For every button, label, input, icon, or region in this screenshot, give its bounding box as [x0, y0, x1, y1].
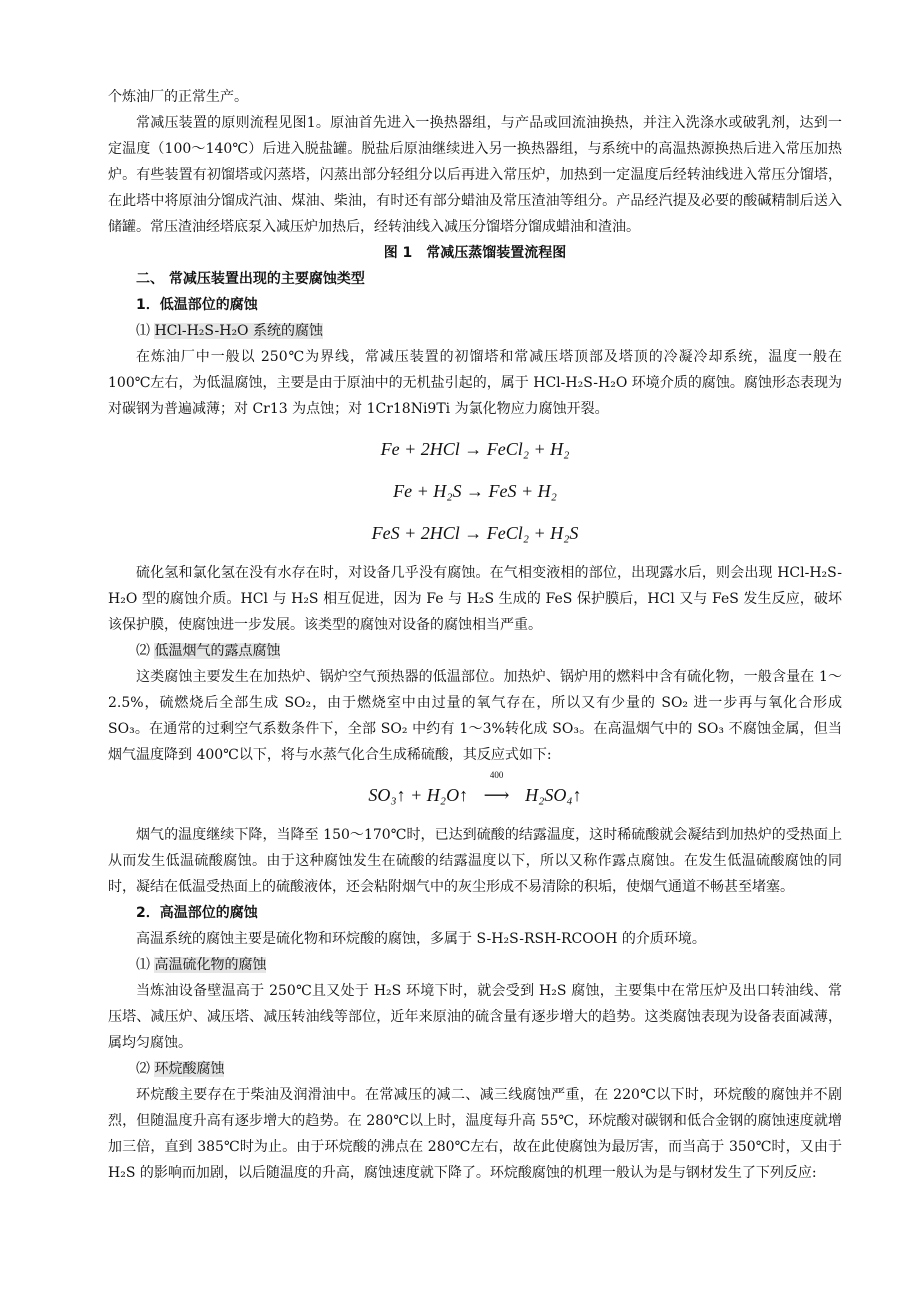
- equation: [108, 770, 842, 810]
- paragraph: 硫化氢和氯化氢在没有水存在时，对设备几乎没有腐蚀。在气相变液相的部位，出现露水后，则会出现 HCl-H₂S-H₂O 型的腐蚀介质。HCl 与 H₂S 相互促进，因为 Fe 与 H₂S 生成的 FeS 保护膜后，HCl 又与 FeS 发生反应，破坏该保护膜，使腐蚀进一步发展。该类型的腐蚀对设备的腐蚀相当严重。: [108, 565, 842, 633]
- paragraph: 这类腐蚀主要发生在加热炉、锅炉空气预热器的低温部位。加热炉、锅炉用的燃料中含有硫化物，一般含量在 1～2.5%，硫燃烧后全部生成 SO₂，由于燃烧室中由过量的氧气存在，所以又有少量的 SO₂ 进一步再与氧化合形成 SO₃。在通常的过剩空气系数条件下，全部 SO₂ 中约有 1～3%转化成 SO₃。在高温烟气中的 SO₃ 不腐蚀金属，但当烟气温度降到 400℃以下，将与水蒸气化合生成稀硫酸，其反应式如下:: [108, 669, 842, 763]
- item-title: 环烷酸腐蚀: [154, 1061, 225, 1077]
- section-heading: 二、 常减压装置出现的主要腐蚀类型: [136, 271, 365, 287]
- equation: FeS + 2HCl → FeCl₂ + H₂S: [371, 523, 579, 543]
- equation: Fe + 2HCl → FeCl₂ + H₂: [380, 439, 570, 459]
- item-title: HCl-H₂S-H₂O 系统的腐蚀: [154, 323, 323, 339]
- paragraph: 环烷酸主要存在于柴油及润滑油中。在常减压的减二、减三线腐蚀严重，在 220℃以下时，环烷酸的腐蚀并不剧烈，但随温度升高有逐步增大的趋势。在 280℃以上时，温度每升高 55℃，环烷酸对碳钢和低合金钢的腐蚀速度就增加三倍，直到 385℃时为止。由于环烷酸的沸点在 280℃左右，故在此使腐蚀为最厉害，而当高于 350℃时，又由于 H₂S 的影响而加剧，以后随温度的升高，腐蚀速度就下降了。环烷酸腐蚀的机理一般认为是与钢材发生了下列反应:: [108, 1087, 842, 1181]
- paragraph: 当炼油设备壁温高于 250℃且又处于 H₂S 环境下时，就会受到 H₂S 腐蚀，主要集中在常压炉及出口转油线、常压塔、减压炉、减压塔、减压转油线等部位，近年来原油的硫含量有逐步增大的趋势。这类腐蚀表现为设备表面减薄，属均匀腐蚀。: [108, 983, 842, 1051]
- item-heading: [108, 1056, 842, 1082]
- item-number: ⑴: [136, 323, 150, 339]
- item-title: 高温硫化物的腐蚀: [154, 957, 267, 973]
- figure-caption: 图 1 常减压蒸馏装置流程图: [383, 245, 567, 261]
- reaction-condition: 400: [489, 770, 504, 780]
- item-number: ⑵: [136, 1061, 150, 1077]
- paragraph: 常减压装置的原则流程见图1。原油首先进入一换热器组，与产品或回流油换热，并注入洗涤水或破乳剂，达到一定温度（100～140℃）后进入脱盐罐。脱盐后原油继续进入另一换热器组，与系统中的高温热源换热后进入常压加热炉。有些装置有初馏塔或闪蒸塔，闪蒸出部分轻组分以后再进入常压炉，加热到一定温度后经转油线进入常压分馏塔，在此塔中将原油分馏成汽油、煤油、柴油，有时还有部分蜡油及常压渣油等组分。产品经汽提及必要的酸碱精制后送入储罐。常压渣油经塔底泵入减压炉加热后，经转油线入减压分馏塔分馏成蜡油和渣油。: [108, 115, 842, 235]
- paragraph: 高温系统的腐蚀主要是硫化物和环烷酸的腐蚀，多属于 S-H₂S-RSH-RCOOH 的介质环境。: [136, 931, 706, 947]
- item-heading: [108, 318, 842, 344]
- item-heading: [108, 952, 842, 978]
- item-title: 低温烟气的露点腐蚀: [154, 643, 281, 659]
- equation-right: H₂SO₄↑: [525, 785, 582, 805]
- item-number: ⑵: [136, 643, 150, 659]
- item-number: ⑴: [136, 957, 150, 973]
- subsection-heading: 2．高温部位的腐蚀: [136, 905, 258, 921]
- paragraph: 在炼油厂中一般以 250℃为界线，常减压装置的初馏塔和常减压塔顶部及塔顶的冷凝冷却系统，温度一般在 100℃左右，为低温腐蚀，主要是由于原油中的无机盐引起的，属于 HCl-H₂S-H₂O 环境介质的腐蚀。腐蚀形态表现为对碳钢为普遍减薄；对 Cr13 为点蚀；对 1Cr18Ni9Ti 为氯化物应力腐蚀开裂。: [108, 349, 842, 417]
- equation: Fe + H₂S → FeS + H₂: [393, 481, 557, 501]
- equation-left: SO₃↑ + H₂O↑: [368, 785, 469, 805]
- item-heading: [108, 638, 842, 664]
- subsection-heading: 1．低温部位的腐蚀: [136, 297, 258, 313]
- document-page: [108, 84, 842, 1186]
- paragraph: 烟气的温度继续下降，当降至 150～170℃时，已达到硫酸的结露温度，这时稀硫酸就会凝结到加热炉的受热面上从而发生低温硫酸腐蚀。由于这种腐蚀发生在硫酸的结露温度以下，所以又称作露点腐蚀。在发生低温硫酸腐蚀的同时，凝结在低温受热面上的硫酸液体，还会粘附烟气中的灰尘形成不易清除的积垢，使烟气通道不畅甚至堵塞。: [108, 827, 842, 895]
- reaction-arrow: 400 ⟶: [473, 780, 521, 810]
- paragraph: 个炼油厂的正常生产。: [108, 89, 248, 105]
